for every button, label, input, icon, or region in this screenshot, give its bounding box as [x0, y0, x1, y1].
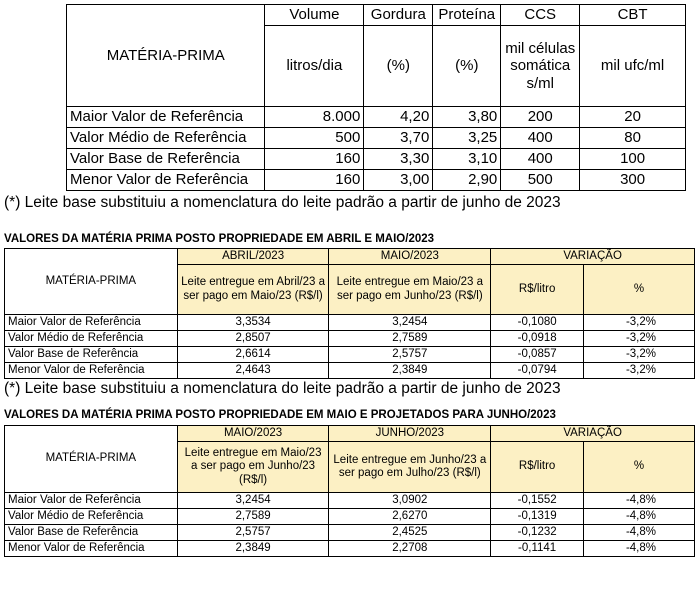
row-label: Maior Valor de Referência	[5, 493, 178, 509]
footnote: (*) Leite base substituiu a nomenclatura do leite padrão a partir de junho de 2023	[4, 380, 561, 397]
row-label: Valor Base de Referência	[5, 347, 178, 363]
cell: 160	[265, 149, 364, 170]
cell: 3,2454	[177, 493, 329, 509]
cell: 2,3849	[177, 541, 329, 557]
cell: 4,20	[364, 107, 433, 128]
cell: -3,2%	[584, 331, 695, 347]
table-row	[5, 315, 695, 331]
cell: 300	[580, 170, 686, 191]
col-head-abril: ABRIL/2023	[177, 249, 329, 265]
cell: 2,5757	[177, 525, 329, 541]
cell: 200	[501, 107, 580, 128]
col-head-junho: JUNHO/2023	[329, 426, 491, 442]
col-head-variacao: VARIAÇÃO	[491, 249, 695, 265]
cell: -0,0857	[491, 347, 584, 363]
table-row	[5, 509, 695, 525]
header-cbt: CBT	[580, 5, 686, 26]
col-sub-rs-litro: R$/litro	[491, 442, 584, 493]
col-sub-maio: Leite entregue em Maio/23 a ser pago em Junho/23 (R$/l)	[329, 265, 491, 315]
table-row	[5, 525, 695, 541]
corner-label: MATÉRIA-PRIMA	[67, 5, 265, 107]
reference-values-table	[66, 4, 686, 191]
cell: -0,1552	[491, 493, 584, 509]
cell: 2,7589	[329, 331, 491, 347]
cell: 2,5757	[329, 347, 491, 363]
row-label: Valor Médio de Referência	[5, 331, 178, 347]
cell: -4,8%	[584, 509, 695, 525]
unit-volume: litros/dia	[265, 26, 364, 107]
cell: 3,10	[433, 149, 501, 170]
cell: -4,8%	[584, 525, 695, 541]
cell: 20	[580, 107, 686, 128]
cell: 3,00	[364, 170, 433, 191]
section-title: VALORES DA MATÉRIA PRIMA POSTO PROPRIEDADE EM ABRIL E MAIO/2023	[4, 233, 435, 245]
col-sub-junho: Leite entregue em Junho/23 a ser pago em Julho/23 (R$/l)	[329, 442, 491, 493]
cell: -0,0794	[491, 363, 584, 379]
cell: 8.000	[265, 107, 364, 128]
cell: 500	[501, 170, 580, 191]
cell: 3,2454	[329, 315, 491, 331]
col-sub-rs-litro: R$/litro	[491, 265, 584, 315]
cell: -0,1319	[491, 509, 584, 525]
cell: -0,1232	[491, 525, 584, 541]
cell: 2,2708	[329, 541, 491, 557]
cell: 80	[580, 128, 686, 149]
col-sub-pct: %	[584, 265, 695, 315]
row-label: Maior Valor de Referência	[67, 107, 265, 128]
row-label: Menor Valor de Referência	[5, 363, 178, 379]
header-ccs: CCS	[501, 5, 580, 26]
table-row	[67, 149, 686, 170]
cell: 3,25	[433, 128, 501, 149]
may-june-table	[4, 425, 695, 557]
cell: 3,0902	[329, 493, 491, 509]
row-label: Maior Valor de Referência	[5, 315, 178, 331]
header-proteina: Proteína	[433, 5, 501, 26]
cell: 3,70	[364, 128, 433, 149]
cell: -4,8%	[584, 541, 695, 557]
april-may-table	[4, 248, 695, 379]
col-head-maio: MAIO/2023	[329, 249, 491, 265]
header-volume: Volume	[265, 5, 364, 26]
cell: 2,90	[433, 170, 501, 191]
table-row	[67, 170, 686, 191]
row-label: Valor Base de Referência	[5, 525, 178, 541]
cell: -0,0918	[491, 331, 584, 347]
row-label: Valor Médio de Referência	[67, 128, 265, 149]
cell: 2,3849	[329, 363, 491, 379]
table-row	[5, 347, 695, 363]
cell: 2,6270	[329, 509, 491, 525]
unit-proteina: (%)	[433, 26, 501, 107]
header-gordura: Gordura	[364, 5, 433, 26]
corner-label: MATÉRIA-PRIMA	[5, 426, 178, 493]
cell: 3,3534	[177, 315, 329, 331]
cell: 500	[265, 128, 364, 149]
row-label: Menor Valor de Referência	[67, 170, 265, 191]
col-sub-abril: Leite entregue em Abril/23 a ser pago em Maio/23 (R$/l)	[177, 265, 329, 315]
table-row	[67, 107, 686, 128]
table-row	[5, 541, 695, 557]
cell: 3,30	[364, 149, 433, 170]
cell: -4,8%	[584, 493, 695, 509]
row-label: Menor Valor de Referência	[5, 541, 178, 557]
cell: 400	[501, 149, 580, 170]
col-sub-maio: Leite entregue em Maio/23 a ser pago em Junho/23 (R$/l)	[177, 442, 329, 493]
cell: 3,80	[433, 107, 501, 128]
table-row	[5, 493, 695, 509]
cell: 2,4525	[329, 525, 491, 541]
unit-cbt: mil ufc/ml	[580, 26, 686, 107]
unit-ccs: mil células somática s/ml	[501, 26, 580, 107]
corner-label: MATÉRIA-PRIMA	[5, 249, 178, 315]
table-row	[67, 128, 686, 149]
cell: 160	[265, 170, 364, 191]
cell: 2,8507	[177, 331, 329, 347]
col-head-maio: MAIO/2023	[177, 426, 329, 442]
cell: 400	[501, 128, 580, 149]
cell: -3,2%	[584, 315, 695, 331]
cell: -3,2%	[584, 347, 695, 363]
row-label: Valor Médio de Referência	[5, 509, 178, 525]
table-row	[5, 363, 695, 379]
section-title: VALORES DA MATÉRIA PRIMA POSTO PROPRIEDADE EM MAIO E PROJETADOS PARA JUNHO/2023	[4, 409, 556, 421]
cell: 2,6614	[177, 347, 329, 363]
cell: -0,1080	[491, 315, 584, 331]
cell: 2,7589	[177, 509, 329, 525]
row-label: Valor Base de Referência	[67, 149, 265, 170]
col-head-variacao: VARIAÇÃO	[491, 426, 695, 442]
cell: 100	[580, 149, 686, 170]
footnote: (*) Leite base substituiu a nomenclatura do leite padrão a partir de junho de 2023	[4, 194, 561, 211]
table-row	[5, 331, 695, 347]
unit-gordura: (%)	[364, 26, 433, 107]
cell: 2,4643	[177, 363, 329, 379]
cell: -0,1141	[491, 541, 584, 557]
col-sub-pct: %	[584, 442, 695, 493]
cell: -3,2%	[584, 363, 695, 379]
